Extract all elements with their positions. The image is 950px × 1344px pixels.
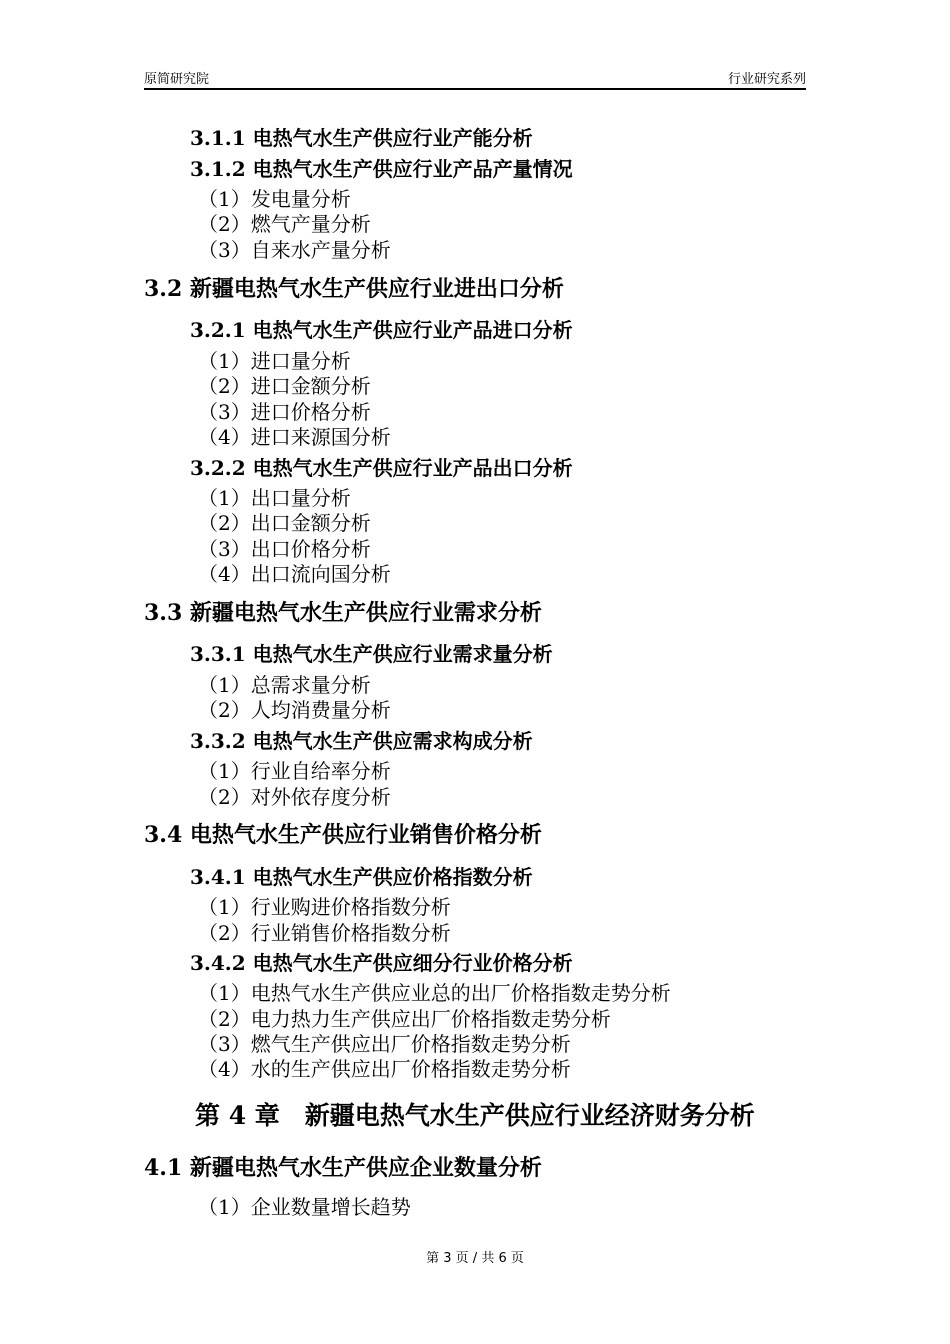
page-number: 第 3 页 / 共 6 页 xyxy=(426,1251,524,1266)
toc-item: （2）出口金额分析 xyxy=(198,511,371,535)
toc-item: （4）进口来源国分析 xyxy=(198,425,391,449)
toc-item: （3）自来水产量分析 xyxy=(198,238,391,262)
toc-heading-3: 3.1.1 电热气水生产供应行业产能分析 xyxy=(190,126,533,150)
toc-item: （1）进口量分析 xyxy=(198,349,351,373)
toc-item: （2）对外依存度分析 xyxy=(198,785,391,809)
toc-item: （4）出口流向国分析 xyxy=(198,562,391,586)
page-header xyxy=(144,64,806,90)
toc-heading-3: 3.3.1 电热气水生产供应行业需求量分析 xyxy=(190,642,553,666)
header-series: 行业研究系列 xyxy=(727,72,806,87)
toc-item: （2）行业销售价格指数分析 xyxy=(198,921,451,945)
toc-item: （1）行业自给率分析 xyxy=(198,759,391,783)
toc-item: （3）出口价格分析 xyxy=(198,537,371,561)
toc-item: （4）水的生产供应出厂价格指数走势分析 xyxy=(198,1057,571,1081)
toc-chapter-title: 第 4 章 新疆电热气水生产供应行业经济财务分析 xyxy=(195,1101,755,1130)
toc-item: （1）发电量分析 xyxy=(198,187,351,211)
header-org: 原简研究院 xyxy=(144,72,210,87)
toc-heading-3: 3.4.1 电热气水生产供应价格指数分析 xyxy=(190,865,533,889)
toc-heading-2: 3.4 电热气水生产供应行业销售价格分析 xyxy=(144,822,542,848)
toc-heading-2: 4.1 新疆电热气水生产供应企业数量分析 xyxy=(144,1155,542,1181)
toc-item: （1）企业数量增长趋势 xyxy=(198,1195,411,1219)
toc-item: （3）燃气生产供应出厂价格指数走势分析 xyxy=(198,1032,571,1056)
toc-heading-3: 3.2.2 电热气水生产供应行业产品出口分析 xyxy=(190,456,573,480)
toc-heading-2: 3.2 新疆电热气水生产供应行业进出口分析 xyxy=(144,276,564,302)
toc-item: （1）电热气水生产供应业总的出厂价格指数走势分析 xyxy=(198,981,671,1005)
toc-heading-3: 3.3.2 电热气水生产供应需求构成分析 xyxy=(190,729,533,753)
toc-item: （2）进口金额分析 xyxy=(198,374,371,398)
toc-item: （2）燃气产量分析 xyxy=(198,212,371,236)
toc-item: （2）电力热力生产供应出厂价格指数走势分析 xyxy=(198,1007,611,1031)
toc-item: （3）进口价格分析 xyxy=(198,400,371,424)
toc-item: （1）行业购进价格指数分析 xyxy=(198,895,451,919)
toc-heading-3: 3.4.2 电热气水生产供应细分行业价格分析 xyxy=(190,951,573,975)
toc-item: （1）出口量分析 xyxy=(198,486,351,510)
toc-item: （1）总需求量分析 xyxy=(198,673,371,697)
toc-item: （2）人均消费量分析 xyxy=(198,698,391,722)
toc-heading-3: 3.1.2 电热气水生产供应行业产品产量情况 xyxy=(190,157,573,181)
toc-heading-2: 3.3 新疆电热气水生产供应行业需求分析 xyxy=(144,600,542,626)
toc-heading-3: 3.2.1 电热气水生产供应行业产品进口分析 xyxy=(190,318,573,342)
